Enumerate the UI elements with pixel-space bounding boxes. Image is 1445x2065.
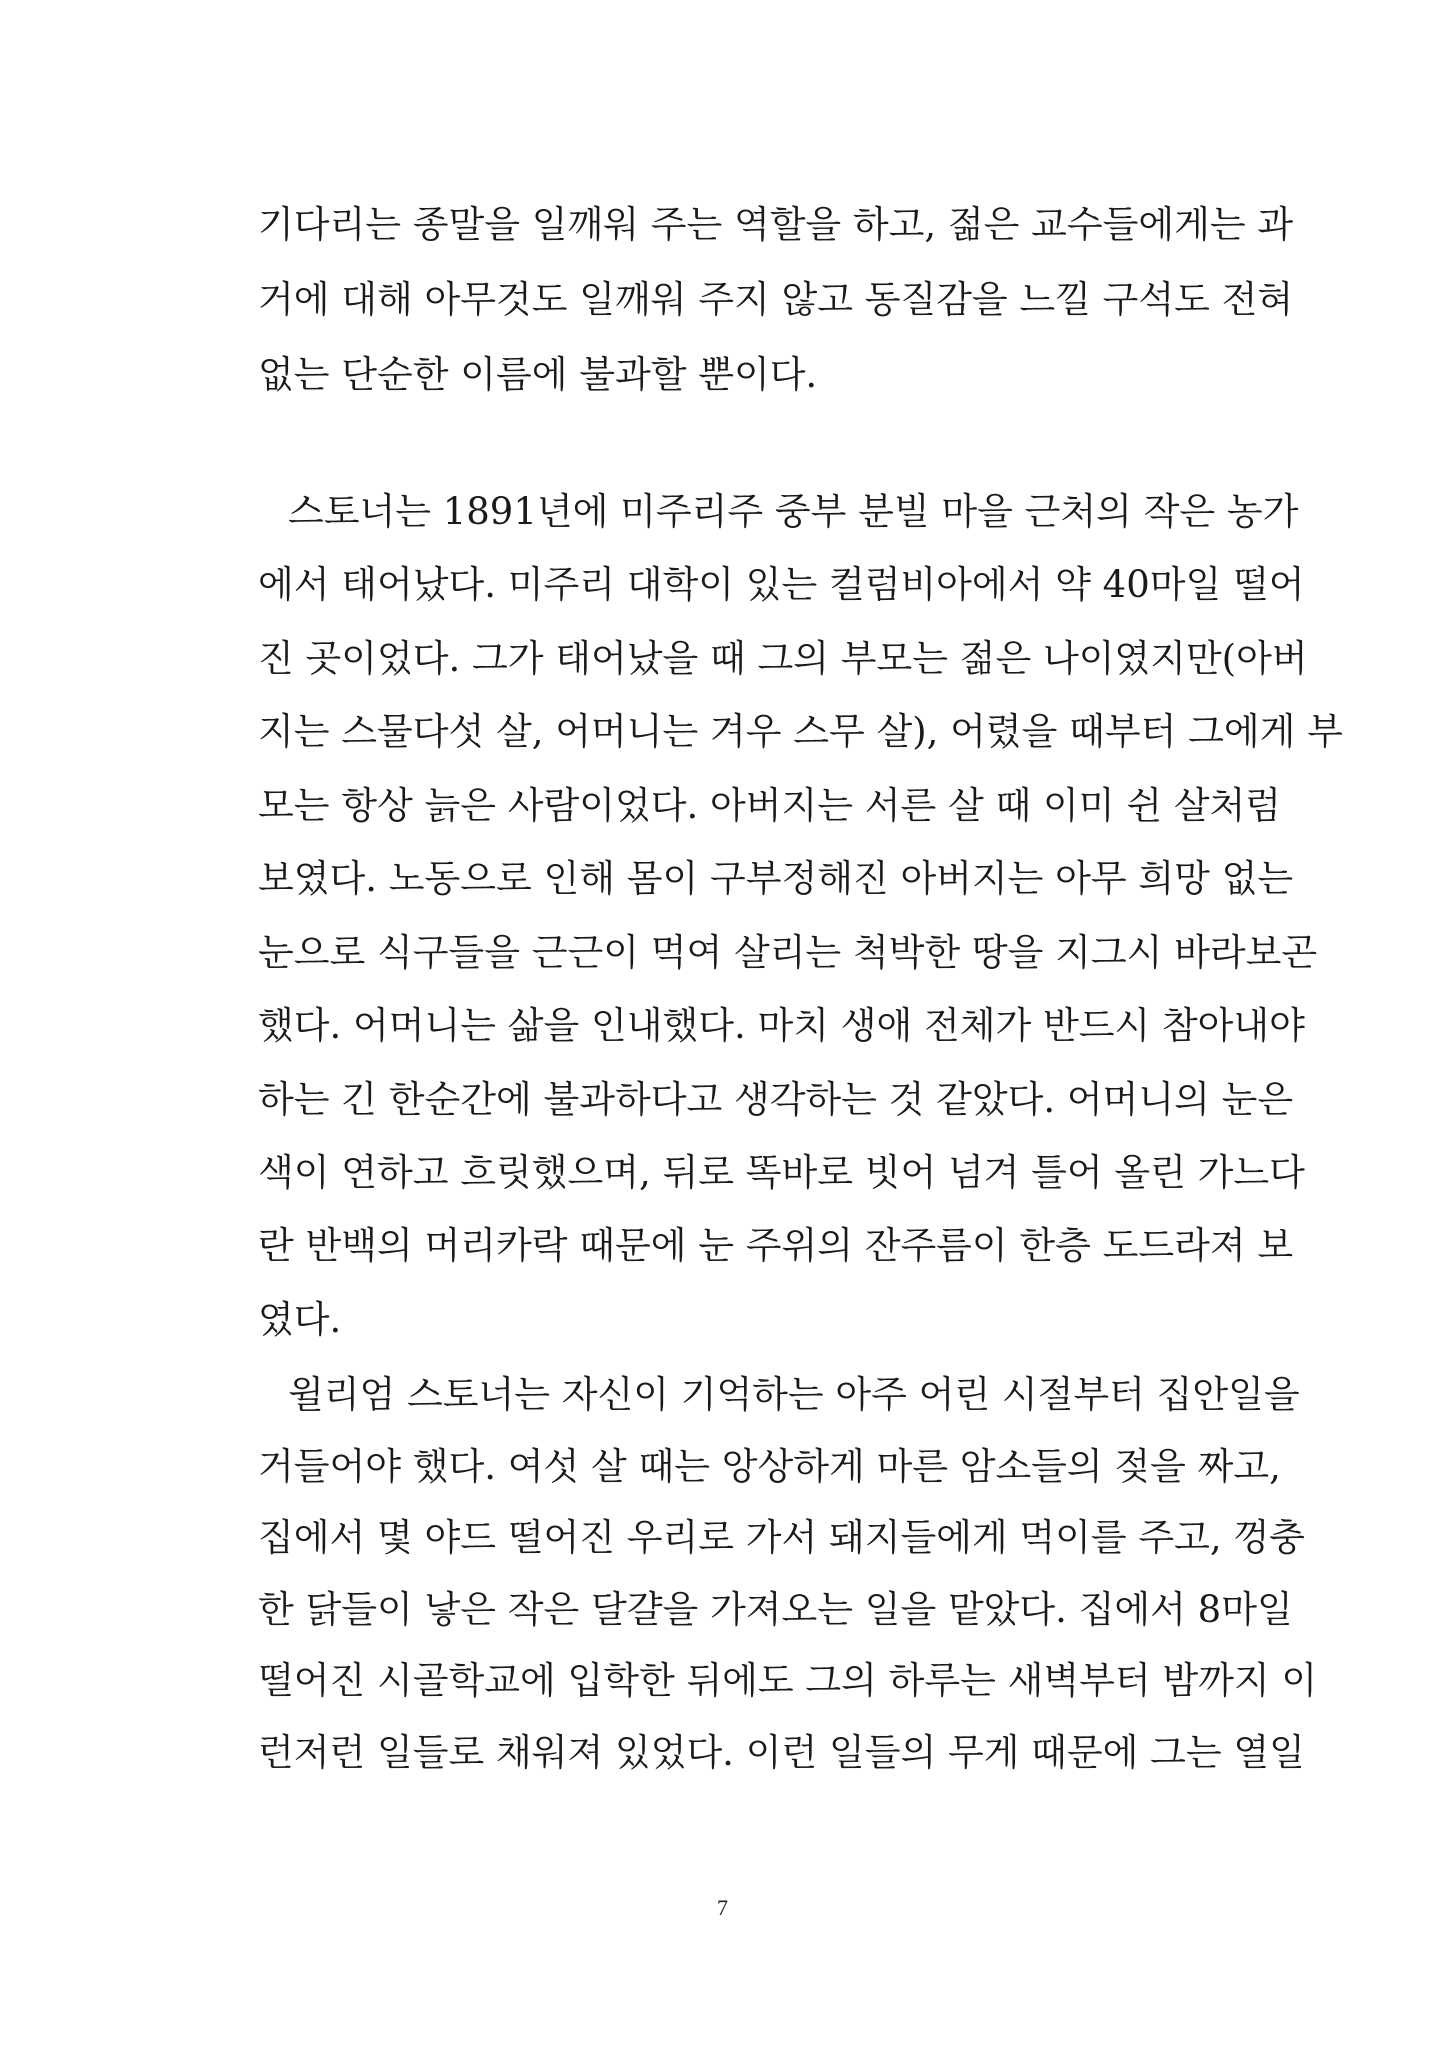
text-line: 하는 긴 한순간에 불과하다고 생각하는 것 같았다. 어머니의 눈은 <box>258 1077 1294 1121</box>
text-line: 했다. 어머니는 삶을 인내했다. 마치 생애 전체가 반드시 참아내야 <box>258 1004 1305 1048</box>
text-line: 한 닭들이 낳은 작은 달걀을 가져오는 일을 맡았다. 집에서 8마일 <box>258 1587 1293 1631</box>
text-line: 란 반백의 머리카락 때문에 눈 주위의 잔주름이 한층 도드라져 보 <box>258 1224 1294 1268</box>
text-line: 지는 스물다섯 살, 어머니는 겨우 스무 살), 어렸을 때부터 그에게 부 <box>258 710 1343 754</box>
text-line: 거들어야 했다. 여섯 살 때는 앙상하게 마른 암소들의 젖을 짜고, <box>258 1444 1281 1488</box>
text-line: 였다. <box>258 1297 342 1341</box>
text-line: 런저런 일들로 채워져 있었다. 이런 일들의 무게 때문에 그는 열일 <box>258 1730 1305 1774</box>
text-line: 없는 단순한 이름에 불과할 뿐이다. <box>258 353 818 396</box>
paragraph-2 <box>258 490 1343 1373</box>
text-line: 에서 태어났다. 미주리 대학이 있는 컬럼비아에서 약 40마일 떨어 <box>258 563 1305 607</box>
text-line: 눈으로 식구들을 근근이 먹여 살리는 척박한 땅을 지그시 바라보곤 <box>258 930 1318 974</box>
page-number: 7 <box>717 1895 728 1920</box>
text-line: 진 곳이었다. 그가 태어났을 때 그의 부모는 젊은 나이였지만(아버 <box>258 636 1308 680</box>
text-line: 거에 대해 아무것도 일깨워 주지 않고 동질감을 느낄 구석도 전혀 <box>258 278 1294 321</box>
text-line: 색이 연하고 흐릿했으며, 뒤로 똑바로 빗어 넘겨 틀어 올린 가느다 <box>258 1150 1305 1194</box>
text-line: 스토너는 1891년에 미주리주 중부 분빌 마을 근처의 작은 농가 <box>288 490 1299 533</box>
text-line: 모는 항상 늙은 사람이었다. 아버지는 서른 살 때 이미 쉰 살처럼 <box>258 783 1281 827</box>
paragraph-3 <box>258 1373 1318 1805</box>
text-line: 떨어진 시골학교에 입학한 뒤에도 그의 하루는 새벽부터 밤까지 이 <box>258 1659 1318 1703</box>
text-line: 윌리엄 스토너는 자신이 기억하는 아주 어린 시절부터 집안일을 <box>288 1373 1300 1416</box>
text-line: 기다리는 종말을 일깨워 주는 역할을 하고, 젊은 교수들에게는 과 <box>258 203 1294 246</box>
text-line: 집에서 몇 야드 떨어진 우리로 가서 돼지들에게 먹이를 주고, 껑충 <box>258 1516 1305 1560</box>
text-line: 보였다. 노동으로 인해 몸이 구부정해진 아버지는 아무 희망 없는 <box>258 857 1294 901</box>
paragraph-1 <box>258 203 1294 430</box>
